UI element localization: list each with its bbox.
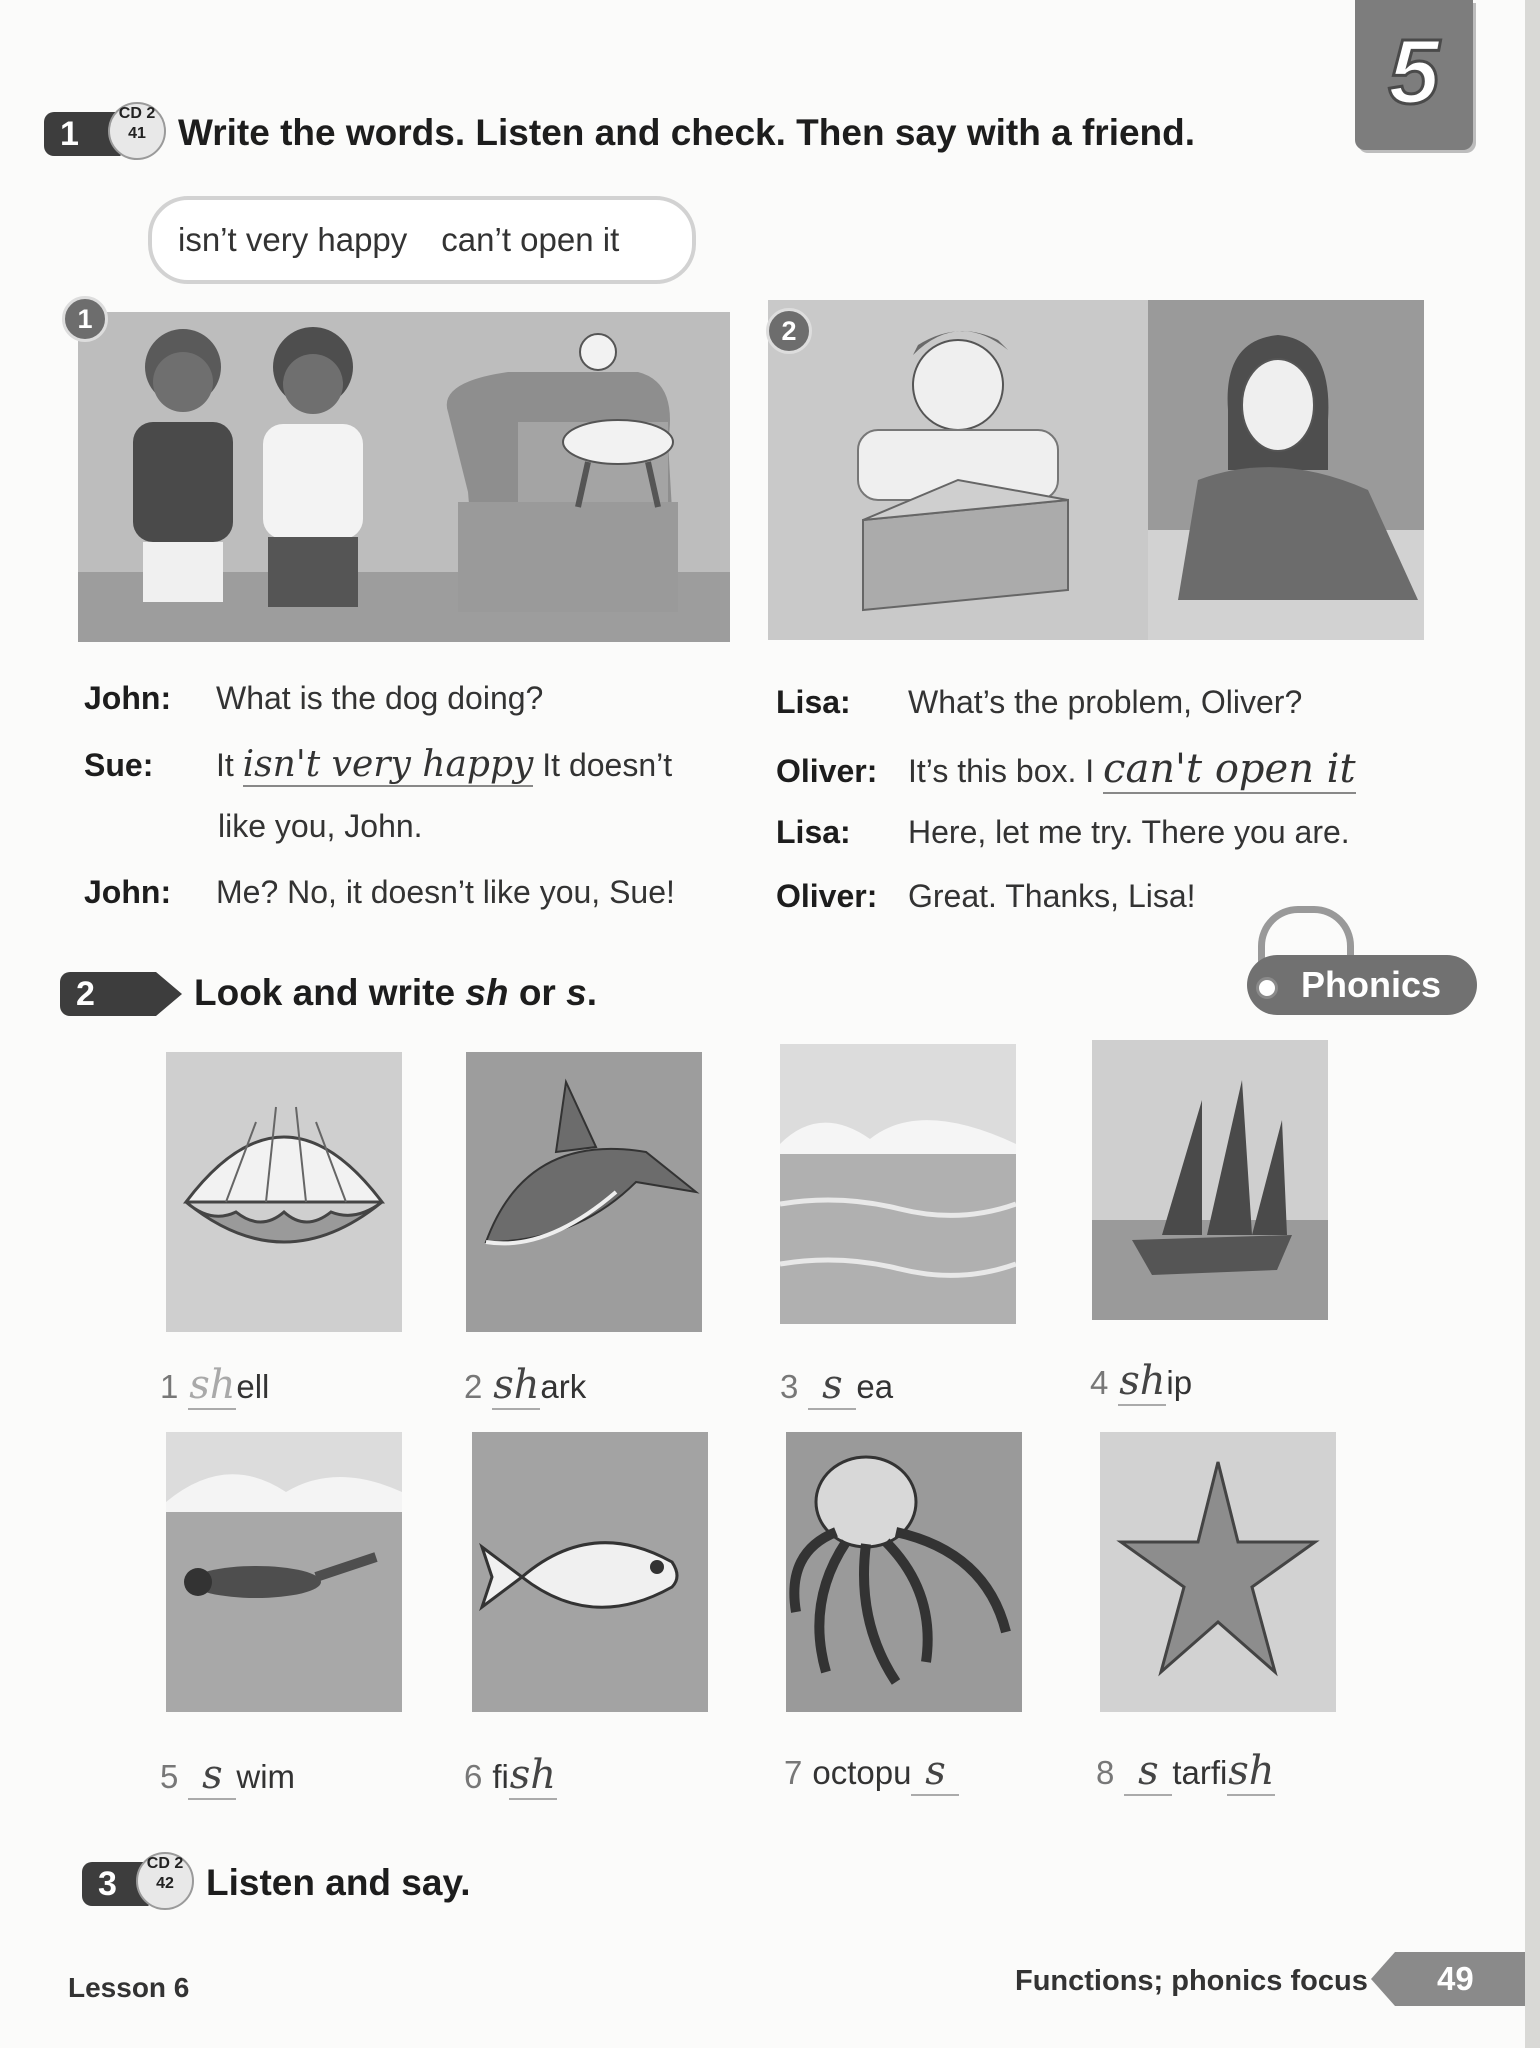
dialog-1-line-2 — [84, 744, 672, 787]
item-number: 3 — [780, 1368, 799, 1405]
dialog-1-line-3 — [84, 874, 675, 911]
item-number: 6 — [464, 1758, 483, 1795]
picture-1-kids-and-dog — [78, 312, 730, 642]
page-number: 49 — [1395, 1952, 1525, 2006]
answer-blank[interactable]: sh — [509, 1752, 556, 1798]
answer-blank[interactable]: s — [911, 1748, 959, 1796]
section-focus: Functions; phonics focus — [1015, 1965, 1368, 1997]
word-start: octopu — [812, 1754, 912, 1791]
speaker-name: Oliver: — [776, 878, 878, 914]
word-ending: ea — [856, 1368, 894, 1405]
swimmer-icon — [166, 1432, 402, 1712]
speaker-name: Lisa: — [776, 814, 851, 850]
speaker-name: John: — [84, 680, 172, 716]
cd-track-icon — [136, 1852, 194, 1910]
answer-blank[interactable]: sh — [493, 1362, 540, 1408]
fish-icon — [472, 1432, 708, 1712]
word-ending: ark — [540, 1368, 587, 1405]
exercise-3-number: 3 — [98, 1865, 117, 1903]
item-number: 2 — [464, 1368, 483, 1405]
dialog-1-line-1 — [84, 680, 543, 717]
shell-icon — [166, 1052, 402, 1332]
cd-label: CD 2 — [146, 1855, 184, 1872]
item-number: 4 — [1090, 1364, 1109, 1401]
dialog-text: What is the dog doing? — [216, 680, 544, 716]
picture-2-illustration — [768, 300, 1424, 640]
cd-track-icon — [108, 102, 166, 160]
dialog-text: Here, let me try. There you are. — [908, 814, 1350, 850]
dialog-text: It doesn’t — [542, 747, 673, 783]
speaker-name: John: — [84, 874, 172, 910]
item-number: 8 — [1096, 1754, 1115, 1791]
phonics-item-7 — [784, 1748, 959, 1796]
word-ending: ell — [236, 1368, 270, 1405]
dialog-2-line-3 — [776, 814, 1350, 851]
exercise-1-instruction: Write the words. Listen and check. Then say with a friend. — [178, 112, 1196, 153]
answer-blank[interactable]: sh — [1119, 1358, 1166, 1404]
phonics-item-4 — [1090, 1358, 1192, 1406]
answer-blank[interactable]: s — [808, 1362, 856, 1410]
shark-icon — [466, 1052, 702, 1332]
instruction-sh: sh — [465, 972, 509, 1013]
sea-icon — [780, 1044, 1016, 1324]
dialog-text: It’s this box. I — [908, 753, 1095, 789]
cd-label: CD 2 — [118, 105, 156, 122]
picture-2-box — [768, 300, 1424, 640]
item-number: 7 — [784, 1754, 803, 1791]
speaker-name: Lisa: — [776, 684, 851, 720]
unit-tab — [1355, 0, 1473, 150]
octopus-picture — [786, 1432, 1022, 1712]
dialog-text: Me? No, it doesn’t like you, Sue! — [216, 874, 675, 910]
swimmer-picture — [166, 1432, 402, 1712]
word-middle: tarfi — [1172, 1754, 1228, 1791]
starfish-picture — [1100, 1432, 1336, 1712]
unit-number: 5 — [1388, 21, 1440, 123]
ship-picture — [1092, 1040, 1328, 1320]
speaker-name: Sue: — [84, 747, 154, 783]
answer-blank[interactable]: s — [1124, 1748, 1172, 1796]
phonics-item-1 — [160, 1362, 269, 1410]
dialog-text: It — [216, 747, 234, 783]
shell-picture — [166, 1052, 402, 1332]
exercise-2-instruction — [194, 972, 597, 1014]
starfish-icon — [1100, 1432, 1336, 1712]
page-edge — [1525, 0, 1540, 2048]
lesson-label: Lesson 6 — [68, 1972, 190, 2003]
dialog-2-line-2 — [776, 746, 1356, 794]
item-number: 1 — [160, 1368, 179, 1405]
cd-track-number: 41 — [128, 125, 146, 142]
dialog-text: What’s the problem, Oliver? — [908, 684, 1303, 720]
exercise-2-badge — [60, 972, 156, 1016]
picture-1-illustration — [78, 312, 730, 642]
word-ending: wim — [236, 1758, 296, 1795]
phonics-dot-icon — [1256, 977, 1278, 999]
word-ending: ip — [1166, 1364, 1193, 1401]
phonics-item-2 — [464, 1362, 586, 1410]
phonics-item-6 — [464, 1752, 557, 1800]
ship-icon — [1092, 1040, 1328, 1320]
shark-picture — [466, 1052, 702, 1332]
word-start: fi — [492, 1758, 509, 1795]
speaker-name: Oliver: — [776, 753, 878, 789]
octopus-icon — [786, 1432, 1022, 1712]
word-box — [148, 196, 696, 284]
word-box-option: isn’t very happy — [178, 221, 408, 258]
instruction-text: or — [508, 972, 567, 1013]
picture-2-number: 2 — [766, 308, 812, 354]
instruction-text: . — [586, 972, 597, 1013]
instruction-text: Look and write — [194, 972, 466, 1013]
phonics-badge: Phonics — [1247, 955, 1477, 1015]
exercise-2-number: 2 — [76, 975, 95, 1013]
cd-track-number: 42 — [156, 1875, 174, 1892]
answer-blank[interactable]: isn't very happy — [242, 744, 534, 785]
dialog-2-line-4 — [776, 878, 1196, 915]
fish-picture — [472, 1432, 708, 1712]
instruction-s: s — [566, 972, 587, 1013]
word-box-option: can’t open it — [441, 221, 620, 258]
phonics-item-3 — [780, 1362, 893, 1410]
answer-blank[interactable]: sh — [189, 1362, 236, 1408]
answer-blank[interactable]: can't open it — [1103, 746, 1356, 792]
dialog-text: Great. Thanks, Lisa! — [908, 878, 1196, 914]
dialog-1-line-2-cont: like you, John. — [218, 808, 423, 844]
item-number: 5 — [160, 1758, 179, 1795]
answer-blank[interactable]: sh — [1228, 1748, 1275, 1794]
sea-picture — [780, 1044, 1016, 1324]
picture-1-number: 1 — [62, 296, 108, 342]
dialog-2-line-1 — [776, 684, 1302, 721]
phonics-item-8 — [1096, 1748, 1275, 1796]
phonics-item-5 — [160, 1752, 295, 1800]
answer-blank[interactable]: s — [188, 1752, 236, 1800]
exercise-3-instruction: Listen and say. — [206, 1862, 471, 1903]
exercise-1-number: 1 — [60, 115, 79, 153]
